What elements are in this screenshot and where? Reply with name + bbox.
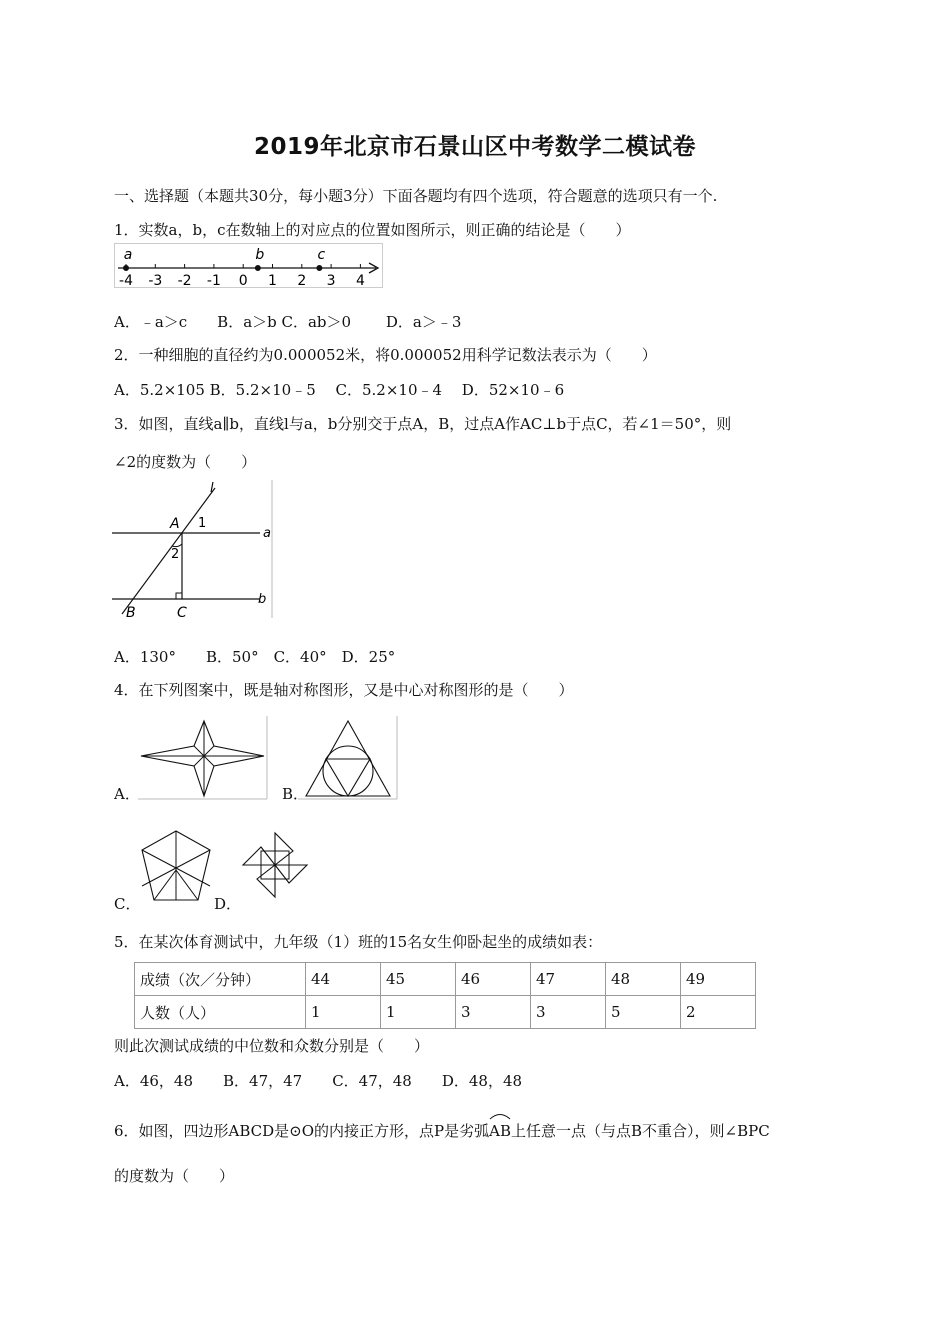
q4-option-d-pinwheel-figure (240, 830, 310, 900)
q4-label-d: D． (214, 895, 242, 913)
pentagon-spoke (176, 870, 198, 900)
q3-options: A．130° B．50° C．40° D．25° (114, 648, 396, 666)
label-point-b: B (126, 605, 136, 620)
table-row-header: 成绩（次／分钟） (135, 963, 306, 996)
tick-label: 3 (326, 273, 336, 289)
q1-number-line-figure (114, 243, 384, 289)
q3-stem-line2: ∠2的度数为（ ） (114, 453, 257, 471)
q6-stem-line1 (114, 1121, 770, 1141)
inscribed-circle (323, 746, 373, 796)
table-cell: 3 (531, 996, 606, 1029)
tick-label: -4 (119, 273, 133, 289)
label-point-a: A (170, 516, 180, 532)
label-point-c: C (177, 605, 187, 620)
q4-option-a-star-figure (136, 716, 268, 800)
right-angle-mark (176, 593, 182, 599)
table-cell: 46 (456, 963, 531, 996)
q6-arc-label: AB (489, 1122, 512, 1140)
q4-stem: 4．在下列图案中，既是轴对称图形，又是中心对称图形的是（ ） (114, 681, 574, 699)
q6-stem-post: 上任意一点（与点B不重合），则∠BPC (511, 1122, 770, 1140)
table-cell: 1 (381, 996, 456, 1029)
table-cell: 48 (606, 963, 681, 996)
q4-label-c: C． (114, 895, 141, 913)
page-title: 2019年北京市石景山区中考数学二模试卷 (253, 134, 696, 160)
table-cell: 3 (456, 996, 531, 1029)
q1-stem: 1．实数a，b，c在数轴上的对应点的位置如图所示，则正确的结论是（ ） (114, 221, 631, 239)
q2-stem: 2．一种细胞的直径约为0.000052米，将0.000052用科学记数法表示为（ ） (114, 346, 657, 364)
table-cell: 44 (306, 963, 381, 996)
line-l (122, 488, 215, 614)
tick-label: -2 (177, 273, 192, 289)
table-row (135, 996, 756, 1029)
tick-label: -1 (206, 273, 221, 289)
q3-stem-line1: 3．如图，直线a∥b，直线l与a，b分别交于点A，B，过点A作AC⊥b于点C，若∠1＝50°，则 (114, 415, 732, 433)
table-cell: 5 (606, 996, 681, 1029)
label-angle-2: 2 (171, 547, 180, 562)
point-label-b: b (255, 247, 265, 263)
q4-label-b: B． (282, 785, 309, 803)
point-a (123, 265, 129, 271)
q2-options: A．5.2×105 B．5.2×10﹣5 C．5.2×10﹣4 D．52×10﹣6 (114, 381, 565, 399)
pinwheel-blade (275, 865, 307, 883)
table-cell: 1 (306, 996, 381, 1029)
pinwheel-blade (275, 833, 293, 865)
pentagon-spoke (154, 870, 176, 900)
table-cell: 49 (681, 963, 756, 996)
table-cell: 2 (681, 996, 756, 1029)
q4-option-b-triangle-circle-figure (298, 716, 398, 800)
q5-question: 则此次测试成绩的中位数和众数分别是（ ） (114, 1037, 430, 1055)
q6-arc-notation (489, 1121, 511, 1141)
q6-stem-line2: 的度数为（ ） (114, 1167, 235, 1185)
q1-options: A．﹣a＞c B．a＞b C．ab＞0 D．a＞﹣3 (114, 313, 462, 331)
q6-stem-pre: 6．如图，四边形ABCD是⊙O的内接正方形，点P是劣弧 (114, 1122, 490, 1140)
label-line-a: a (263, 526, 271, 541)
tick-label: -3 (148, 273, 163, 289)
tick-label: 0 (238, 273, 248, 289)
tick-label: 2 (297, 273, 307, 289)
pinwheel-blade (243, 847, 275, 865)
q5-score-table (134, 962, 756, 1029)
four-point-star-outline (141, 721, 264, 796)
section-heading: 一、选择题（本题共30分，每小题3分）下面各题均有四个选项，符合题意的选项只有一个. (114, 187, 718, 205)
point-label-c: c (317, 247, 326, 263)
q5-stem: 5．在某次体育测试中，九年级（1）班的15名女生仰卧起坐的成绩如表： (114, 933, 603, 951)
table-row-header: 人数（人） (135, 996, 306, 1029)
q3-parallel-lines-figure (112, 478, 277, 620)
q4-label-a: A． (114, 785, 140, 803)
label-angle-1: 1 (198, 516, 207, 531)
arc-symbol-icon (489, 1112, 511, 1120)
table-row (135, 963, 756, 996)
point-label-a: a (123, 247, 133, 263)
label-l: l (210, 481, 214, 496)
tick-label: 1 (268, 273, 277, 289)
table-cell: 47 (531, 963, 606, 996)
point-c (316, 265, 322, 271)
q5-options: A．46，48 B．47，47 C．47，48 D．48，48 (114, 1072, 523, 1090)
label-line-b: b (258, 592, 267, 607)
table-cell: 45 (381, 963, 456, 996)
point-b (255, 265, 261, 271)
pinwheel-blade (257, 865, 275, 897)
q4-option-c-pentagon-figure (136, 828, 216, 908)
tick-label: 4 (355, 273, 365, 289)
